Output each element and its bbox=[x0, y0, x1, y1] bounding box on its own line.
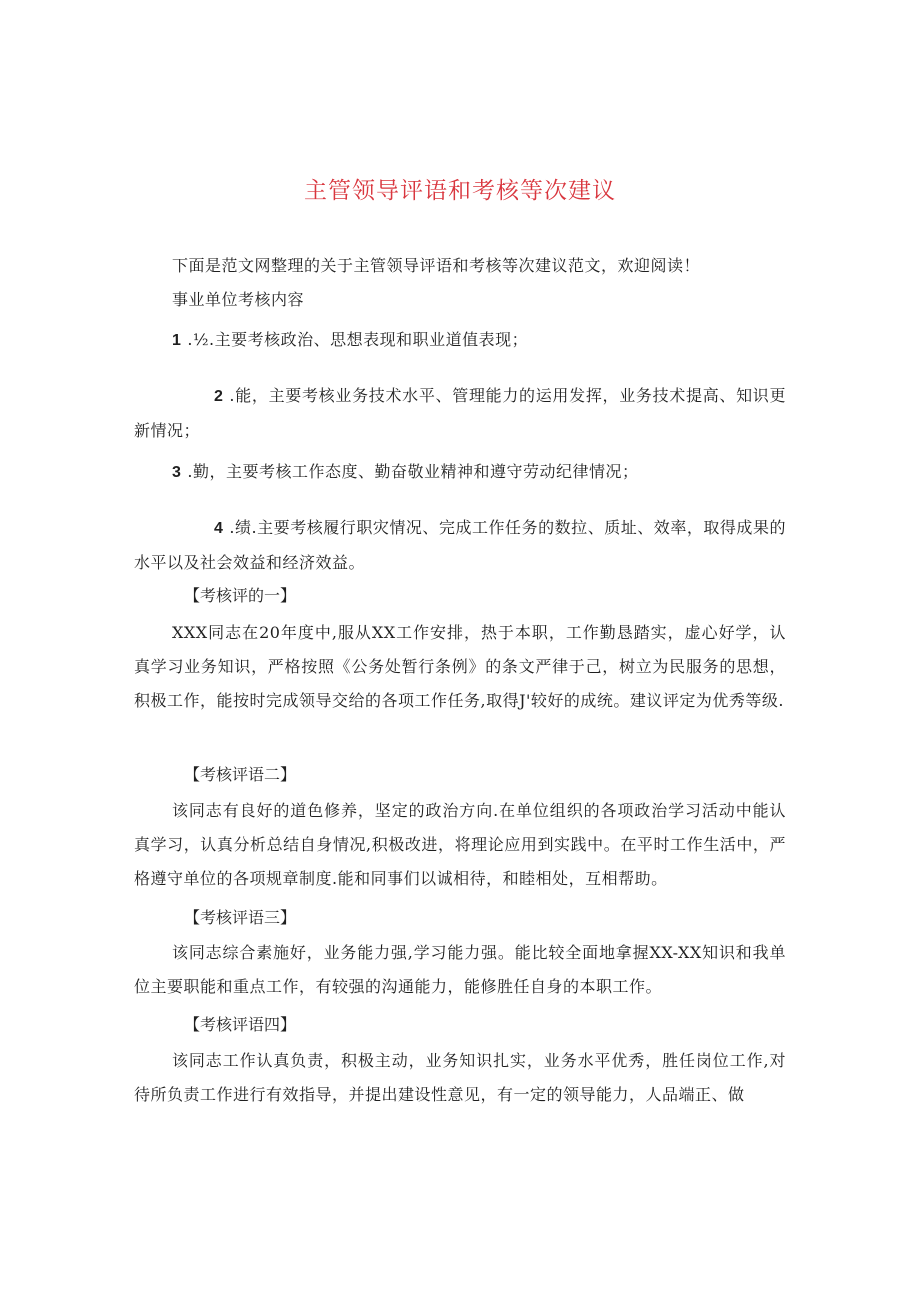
comment-heading-4: 【考核评语四】 bbox=[184, 1015, 297, 1034]
comment-body-2: 该同志有良好的道色修养，坚定的政治方向.在单位组织的各项政治学习活动中能认真学习，认真分析总结自身情况,积极改进，将理论应用到实践中。在平时工作生活中，严格遵守单位的各项规章制度.能和同事们以诚相待，和睦相处，互相帮助。 bbox=[134, 801, 786, 888]
comment-body-3: 该同志综合素施好，业务能力强,学习能力强。能比较全面地拿握XX-XX知识和我单位主要职能和重点工作，有较强的沟通能力，能修胜任自身的本职工作。 bbox=[134, 943, 786, 996]
comment-body-1: XXX同志在20年度中,服从XX工作安排，热于本职，工作勤恳踏实，虚心好学，认真学习业务知识，严格按照《公务处暂行条例》的条文严律于己，树立为民服务的思想，积极工作，能按时完成领导交给的各项工作任务,取得J'较好的成统。建议评定为优秀等级. bbox=[134, 623, 786, 710]
comment-body-4: 该同志工作认真负责，积极主动，业务知识扎实，业务水平优秀，胜任岗位工作,对待所负责工作进行有效指导，并提出建设性意见，有一定的领导能力，人品端正、做 bbox=[134, 1051, 786, 1104]
list-item-text: .勤，主要考核工作态度、勤奋敬业精神和遵守劳动纪律情况； bbox=[187, 462, 639, 481]
list-item-4 bbox=[134, 511, 786, 580]
section-label: 事业单位考核内容 bbox=[172, 290, 305, 309]
list-item-text: .能，主要考核业务技术水平、管理能力的运用发挥，业务技术提高、知识更新情况； bbox=[134, 386, 786, 440]
list-item-text: .½.主要考核政治、思想表现和职业道值表现； bbox=[187, 330, 529, 349]
list-item-number: 2 bbox=[214, 388, 224, 405]
list-item-number: 4 bbox=[214, 520, 224, 537]
list-item-number: 3 bbox=[172, 464, 182, 481]
list-item-text: .绩.主要考核履行职灾情况、完成工作任务的数拉、质址、效率，取得成果的水平以及社会效益和经济效益。 bbox=[134, 518, 786, 572]
list-item-3 bbox=[172, 460, 828, 485]
comment-heading-2: 【考核评语二】 bbox=[184, 765, 297, 784]
list-item-2 bbox=[134, 379, 786, 448]
comment-heading-3: 【考核评语三】 bbox=[184, 908, 297, 927]
list-item-1 bbox=[172, 328, 828, 353]
document-title: 主管领导评语和考核等次建议 bbox=[304, 178, 616, 204]
list-item-number: 1 bbox=[172, 332, 182, 349]
comment-heading-1: 【考核评的一】 bbox=[184, 586, 297, 605]
intro-paragraph: 下面是范文网整理的关于主管领导评语和考核等次建议范文，欢迎阅读！ bbox=[172, 256, 701, 275]
